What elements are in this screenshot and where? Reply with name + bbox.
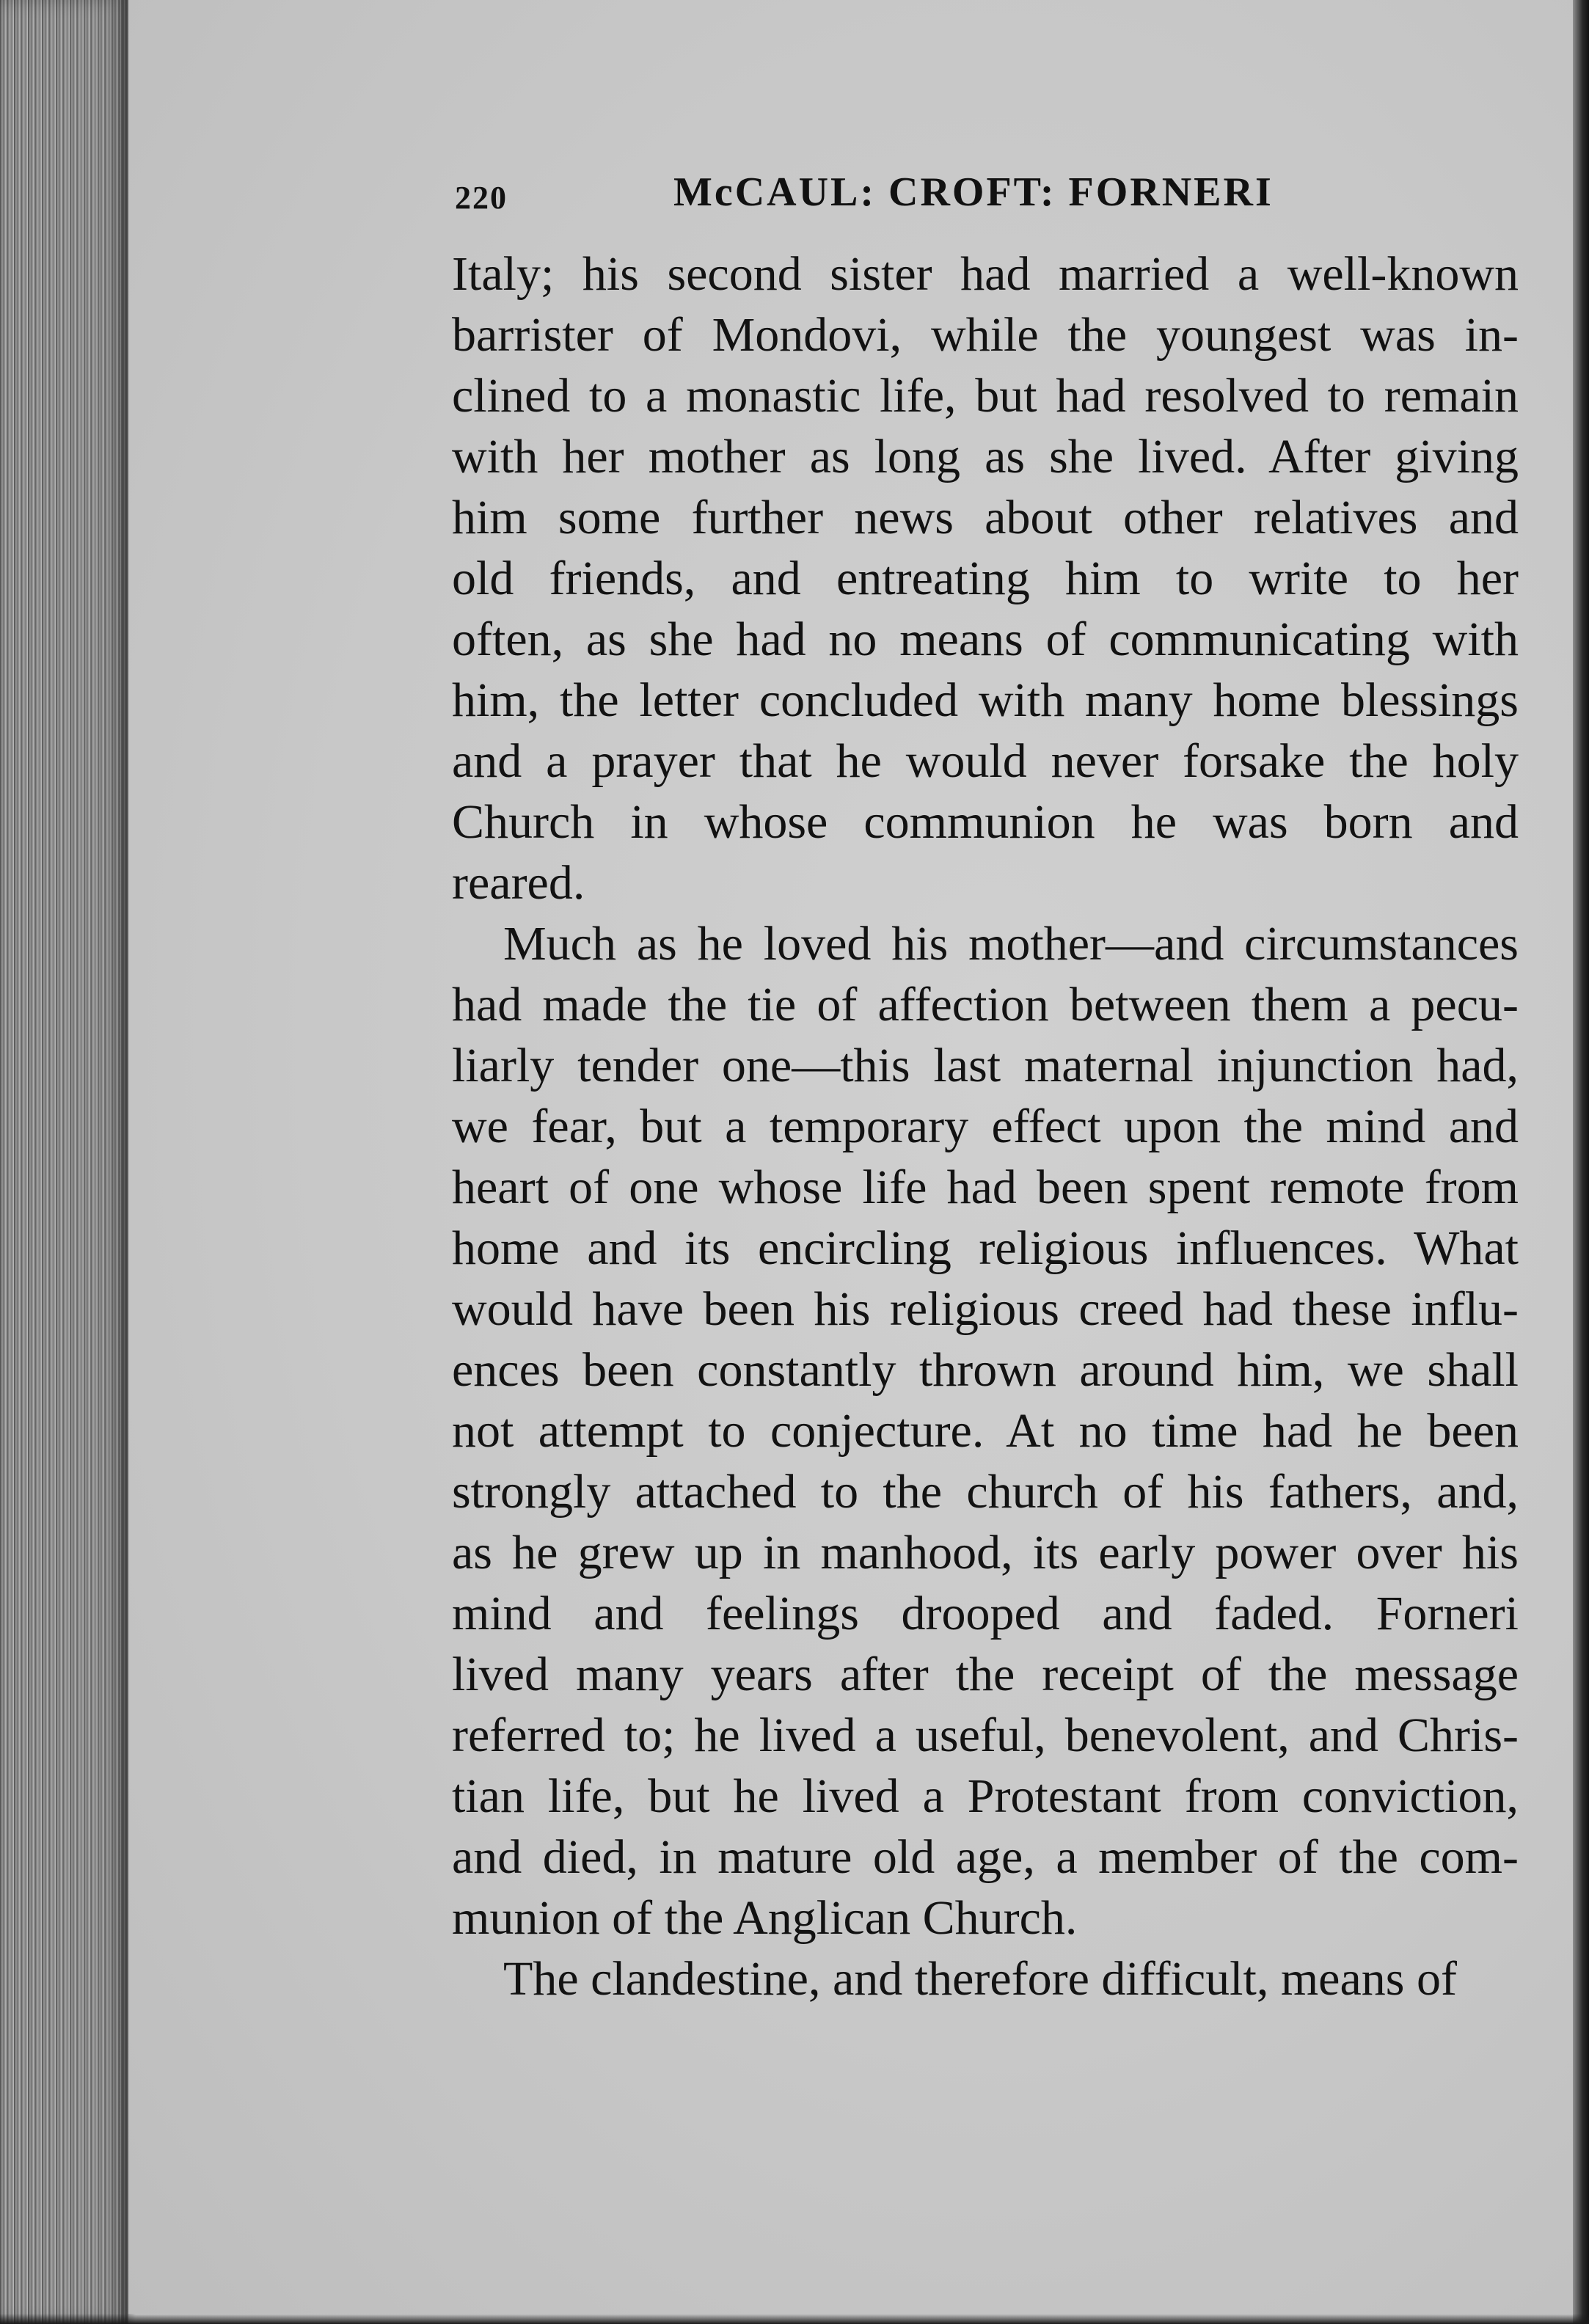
text-line: and died, in mature old age, a member of the com- [452,1830,1519,1884]
text-line: not attempt to conjecture. At no time had he been [452,1404,1519,1458]
running-head [315,169,1519,235]
text-line: clined to a monastic life, but had resolved to remain [452,369,1519,423]
body-text [315,244,1519,2009]
text-line: mind and feelings drooped and faded. Forneri [452,1587,1519,1640]
text-line: him some further news about other relatives and [452,491,1519,544]
running-head-title: McCAUL: CROFT: FORNERI [673,169,1274,215]
text-line: as he grew up in manhood, its early power over his [452,1526,1519,1579]
text-line: him, the letter concluded with many home blessings [452,673,1519,727]
right-page-edge [1573,0,1589,2324]
paragraph [452,913,1519,1948]
text-line: would have been his religious creed had these influ- [452,1282,1519,1336]
bottom-page-edge [0,2314,1589,2324]
text-line: reared. [452,856,585,910]
text-line: referred to; he lived a useful, benevolent, and Chris- [452,1709,1519,1762]
text-line: lived many years after the receipt of the message [452,1648,1519,1701]
text-line: tian life, but he lived a Protestant from conviction, [452,1769,1519,1823]
text-line: with her mother as long as she lived. After giving [452,430,1519,483]
text-line: ences been constantly thrown around him, we shall [452,1343,1519,1397]
text-line: barrister of Mondovi, while the youngest was in- [452,308,1519,362]
text-line: home and its encircling religious influences. What [452,1221,1519,1275]
text-line: Church in whose communion he was born and [452,795,1519,849]
text-line: The clandestine, and therefore difficult, means of [503,1952,1457,2006]
page-number: 220 [455,180,508,216]
text-line: old friends, and entreating him to write to her [452,552,1519,605]
book-page-edges [0,0,128,2324]
text-line: strongly attached to the church of his fathers, and, [452,1465,1519,1519]
paragraph [452,244,1519,913]
text-line: Much as he loved his mother—and circumstances [503,917,1519,971]
paragraph [452,1948,1519,2009]
text-line: had made the tie of affection between them a pecu- [452,978,1519,1031]
text-line: liarly tender one—this last maternal injunction had, [452,1039,1519,1092]
text-line: heart of one whose life had been spent remote from [452,1161,1519,1214]
text-line: we fear, but a temporary effect upon the mind and [452,1100,1519,1153]
text-line: often, as she had no means of communicating with [452,613,1519,666]
text-line: munion of the Anglican Church. [452,1891,1078,1945]
text-line: and a prayer that he would never forsake the holy [452,734,1519,788]
text-block [315,169,1519,2009]
text-line: Italy; his second sister had married a well-known [452,247,1519,301]
